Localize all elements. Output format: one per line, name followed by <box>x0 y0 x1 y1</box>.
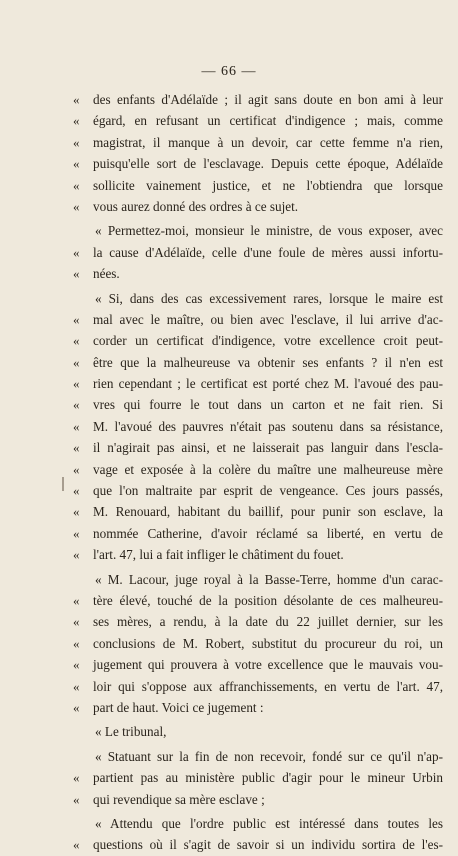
line-text: « Le tribunal, <box>95 724 167 740</box>
line-text: ses mères, a rendu, à la date du 22 juillet dernier, sur les <box>93 614 443 630</box>
text-line <box>79 746 443 767</box>
quote-mark: « <box>73 333 80 349</box>
line-text: rien cependant ; le certificat est porté chez M. l'avoué des pau- <box>93 376 443 392</box>
quote-mark: « <box>73 483 80 499</box>
text-line <box>73 110 443 131</box>
text-line <box>73 654 443 675</box>
text-line <box>73 480 443 501</box>
line-text: nommée Catherine, d'avoir réclamé sa liberté, en vertu de <box>93 525 443 541</box>
quote-mark: « <box>73 134 80 150</box>
text-line <box>79 813 443 834</box>
text-line <box>73 153 443 174</box>
text-line <box>73 767 443 788</box>
quote-mark: « <box>73 657 80 673</box>
quote-mark: « <box>73 837 80 853</box>
line-text: l'art. 47, lui a fait infliger le châtiment du fouet. <box>93 547 344 563</box>
text-line <box>73 834 443 855</box>
text-line <box>73 263 443 284</box>
line-text: qui revendique sa mère esclave ; <box>93 791 265 807</box>
line-text: sollicite vainement justice, et ne l'obtiendra que lorsque <box>93 177 443 193</box>
quote-mark: « <box>73 791 80 807</box>
quote-mark: « <box>73 311 80 327</box>
quote-mark: « <box>73 770 80 786</box>
text-line <box>73 394 443 415</box>
line-text: « M. Lacour, juge royal à la Basse-Terre, homme d'un carac- <box>95 571 443 587</box>
quote-mark: « <box>73 547 80 563</box>
line-text: nées. <box>93 266 120 282</box>
line-text: égard, en refusant un certificat d'indigence ; mais, comme <box>93 113 443 129</box>
line-text: il n'agirait pas ainsi, et ne laisserait pas languir dans l'escla- <box>93 440 443 456</box>
text-line <box>73 523 443 544</box>
margin-mark <box>62 477 64 491</box>
text-line <box>79 569 443 590</box>
quote-mark: « <box>73 177 80 193</box>
quote-mark: « <box>73 635 80 651</box>
line-text: magistrat, il manque à un devoir, car cette femme n'a rien, <box>93 134 443 150</box>
line-text: loir qui s'oppose aux affranchissements, en vertu de l'art. 47, <box>93 678 443 694</box>
text-line <box>73 611 443 632</box>
text-line <box>73 89 443 110</box>
text-line <box>73 459 443 480</box>
line-text: la cause d'Adélaïde, celle d'une foule de mères aussi infortu- <box>93 244 443 260</box>
text-line <box>73 437 443 458</box>
text-line <box>73 330 443 351</box>
text-line <box>73 633 443 654</box>
quote-mark: « <box>73 418 80 434</box>
quote-mark: « <box>73 113 80 129</box>
quote-mark: « <box>73 266 80 282</box>
line-text: jugement qui prouvera à votre excellence que le mauvais vou- <box>93 657 443 673</box>
text-line <box>73 309 443 330</box>
quote-mark: « <box>73 92 80 107</box>
line-text: puisqu'elle sort de l'esclavage. Depuis cette époque, Adélaïde <box>93 156 443 172</box>
line-text: mal avec le maître, ou bien avec l'esclave, il lui arrive d'ac- <box>93 311 443 327</box>
text-line <box>73 132 443 153</box>
line-text: que l'on maltraite par esprit de vengeance. Ces jours passés, <box>93 483 443 499</box>
quote-mark: « <box>73 504 80 520</box>
quote-mark: « <box>73 354 80 370</box>
text-line <box>73 242 443 263</box>
line-text: des enfants d'Adélaïde ; il agit sans doute en bon ami à leur <box>93 92 443 107</box>
quote-mark: « <box>73 244 80 260</box>
text-line <box>79 721 443 742</box>
text-line <box>79 220 443 241</box>
line-text: M. l'avoué des pauvres n'était pas soutenu dans sa résistance, <box>93 418 443 434</box>
page-number: — 66 — <box>201 64 257 79</box>
line-text: « Attendu que l'ordre public est intéressé dans toutes les <box>95 815 443 831</box>
text-line <box>73 175 443 196</box>
quote-mark: « <box>73 614 80 630</box>
text-line <box>73 501 443 522</box>
line-text: vres qui fourre le tout dans un carton et ne fait rien. Si <box>93 397 443 413</box>
text-line <box>73 789 443 810</box>
quote-mark: « <box>73 376 80 392</box>
quote-mark: « <box>73 461 80 477</box>
quote-mark: « <box>73 397 80 413</box>
text-line <box>73 373 443 394</box>
quote-mark: « <box>73 592 80 608</box>
text-line <box>73 590 443 611</box>
line-text: « Si, dans des cas excessivement rares, lorsque le maire est <box>95 290 443 306</box>
line-text: tère élevé, touché de la position désolante de ces malheureu- <box>93 592 443 608</box>
line-text: « Permettez-moi, monsieur le ministre, de vous exposer, avec <box>95 223 443 239</box>
line-text: partient pas au ministère public d'agir pour le mineur Urbin <box>93 770 443 786</box>
line-text: vage et exposée à la colère du maître une malheureuse mère <box>93 461 443 477</box>
text-line <box>73 676 443 697</box>
line-text: « Statuant sur la fin de non recevoir, fondé sur ce qu'il n'ap- <box>95 748 443 764</box>
text-line <box>79 288 443 309</box>
quote-mark: « <box>73 198 80 214</box>
line-text: conclusions de M. Robert, substitut du procureur du roi, un <box>93 635 443 651</box>
quote-mark: « <box>73 440 80 456</box>
line-text: part de haut. Voici ce jugement : <box>93 699 264 715</box>
text-line <box>73 544 443 565</box>
text-line <box>73 196 443 217</box>
text-line <box>73 416 443 437</box>
text-line <box>73 352 443 373</box>
quote-mark: « <box>73 156 80 172</box>
line-text: M. Renouard, habitant du baillif, pour punir son esclave, la <box>93 504 443 520</box>
quote-mark: « <box>73 678 80 694</box>
line-text: corder un certificat d'indigence, votre excellence croit peut- <box>93 333 443 349</box>
quote-mark: « <box>73 525 80 541</box>
line-text: être que la malheureuse va obtenir ses enfants ? il n'en est <box>93 354 443 370</box>
quote-mark: « <box>73 699 80 715</box>
line-text: vous aurez donné des ordres à ce sujet. <box>93 198 299 214</box>
line-text: questions où il s'agit de savoir si un individu sortira de l'es- <box>93 837 443 853</box>
body-text <box>73 89 443 856</box>
text-line <box>73 697 443 718</box>
